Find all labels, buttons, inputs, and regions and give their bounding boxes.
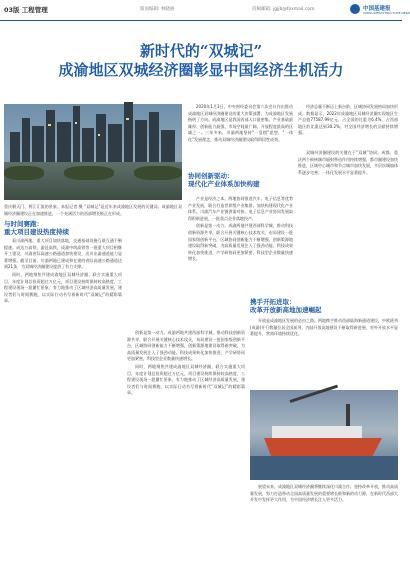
subhead-line: 重大项目建设热度持续 (4, 228, 69, 236)
body-paragraph: 产业是经济之本。两地协同推进汽车、电子信息等优势产业发展，联合打造世界级产业集群，加快构建现代化产业体系。川渝汽车产业链供需对接、电子信息产业协同发展取得积极进展，一批重点企业落地投产。 (188, 196, 293, 221)
photo-caption: 重庆朝天门、两江汇流的景象。本报记者 摄 “双城记”是近年来成渝地区发展的关键词。成渝地区双城经济圈建设正在加速推进，一个充满活力的西部增长极正在形成。 (4, 204, 182, 216)
editor-credit: 版面编辑: 林晓丽 (140, 7, 175, 12)
subhead-line: 协同创新驱动： (188, 172, 234, 180)
logo-text: 中国基建报 (363, 6, 391, 12)
subhead-opening-up (250, 298, 322, 314)
subhead-line: 改革开放新高地加速崛起 (250, 306, 322, 314)
subhead-innovation (188, 172, 260, 188)
body-column-right-middle (250, 318, 398, 339)
body-paragraph: 展望未来，成渝地区双城经济圈将继续深化川渝合作，坚持改革开放，推动高质量发展，努力打造带动全国高质量发展的重要增长极和新的动力源，在新时代西部大开发中发挥更大作用，为中国经济增长注入更多活力。 (250, 484, 398, 503)
subhead-line: 携手开拓进取： (250, 298, 296, 306)
submission-email[interactable]: 投稿邮箱: jgjjb@foxmail.com (252, 7, 315, 12)
newspaper-logo (350, 3, 410, 17)
article-title: 成渝地区双城经济圈彰显中国经济生机活力 (58, 61, 344, 79)
body-paragraph: 创新是第一动力。成渝两地共建西部科学城，推动科技创新资源共享，联合开展关键核心技术攻关，布局建设一批国家级创新平台，区域协同创新能力不断增强，创新策源地建设取得新突破，为高质量发展注入了强劲动能。科技成果转化加快推进，产学研协同更加紧密，科技型企业数量快速增长。 (127, 330, 245, 362)
article-kicker: 新时代的“双城记” (139, 42, 263, 60)
body-column-middle (188, 196, 293, 264)
body-column-left (4, 238, 122, 306)
body-paragraph: 同时，两地聚焦共建成渝地区双城经济圈，联合实施重大项目，年度计划总投资超过万亿元，项目建设持续保持较高热度，工程建设现场一派繁忙景象，有力地推动了区域经济高质量发展。建设者们与时间赛跑，以实际行动书写着新时代“双城记”的精彩篇章。 (127, 363, 245, 396)
page-header (0, 0, 410, 22)
logo-mark-icon (350, 4, 360, 14)
body-paragraph: 双城经济圈建设的关键在于“双城”协同。成都、重庆两个极核城市辐射带动作用持续增强，都市圈建设加快推进，区域中心城市和节点城市加快发展，多层次城镇体系逐步完善，一体化发展水平显著提升。 (298, 150, 398, 175)
body-paragraph: 创新是第一动力。成渝两地共建西部科学城，推动科技创新资源共享，联合开展关键核心技术攻关，布局建设一批国家级创新平台，区域协同创新能力不断增强，创新策源地建设取得新突破，为高质量发展注入了强劲动能。科技成果转化加快推进，产学研协同更加紧密，科技型企业数量快速增长。 (188, 223, 293, 262)
body-column-right-upper (298, 150, 398, 177)
body-column-right-bottom (250, 484, 398, 505)
cargo-ship-photo (250, 390, 398, 480)
body-paragraph: 开放是成渝地区发展的必由之路。两地携手推动西部陆海新通道建设，中欧班列(成渝)开行数量位居全国前列，内陆开放高地建设不断取得新进展，对外开放水平显著提升，营商环境持续优化。 (250, 318, 398, 337)
header-divider (0, 20, 402, 21)
body-column-bottom-middle (127, 330, 245, 398)
body-column-top-right (298, 104, 398, 138)
subhead-line: 现代化产业体系加快构建 (188, 180, 260, 188)
body-paragraph: 看川渝两地，重大项目加快落地，交通基础设施互联互通不断提速。成达万高铁、渝昆高铁、成渝中线高铁等一批重大项目相继开工建设，川渝省际高速公路通道加快建设，出川出渝通道能力显著增强。截至目前，川渝两地已建成和在建的省际高速公路通道达到21条，为双城经济圈建设提供了有力支撑。 (4, 238, 122, 270)
city-skyline-photo (4, 104, 182, 200)
subhead-line: 与时间赛跑： (4, 220, 43, 228)
body-paragraph: 经济总量不断迈上新台阶，区域协同发展格局加快形成。数据显示，2022年成渝地区双城经济圈实现地区生产总值77587.99亿元，占全国的比重为6.4%，占西部地区的比重达到30.2%，对全国经济增长的贡献持续增强。 (298, 104, 398, 136)
logo-subtext: CHINA INFRASTRUCTURE NEWS (363, 11, 410, 15)
body-column-top-middle (188, 104, 293, 145)
body-paragraph: 2020年1月3日，中央财经委员会第六次会议作出推动成渝地区双城经济圈建设的重大决策部署，为成渝地区发展指明了方向。成渝地区是我国西部人口最密集、产业基础最雄厚、创新能力最强、市场空间最广阔、开放程度最高的区域之一。三年多来，川渝两地坚持“一盘棋”思想、“一体化”发展理念，推动双城经济圈建设取得阶段性成效。 (188, 104, 293, 142)
subhead-projects (4, 220, 69, 236)
section-label: 03版 工程管理 (4, 6, 48, 14)
body-paragraph: 同时，两地聚焦共建成渝地区双城经济圈，联合实施重大项目，年度计划总投资超过万亿元，项目建设持续保持较高热度，工程建设现场一派繁忙景象，有力地推动了区域经济高质量发展。建设者们与时间赛跑，以实际行动书写着新时代“双城记”的精彩篇章。 (4, 271, 122, 304)
